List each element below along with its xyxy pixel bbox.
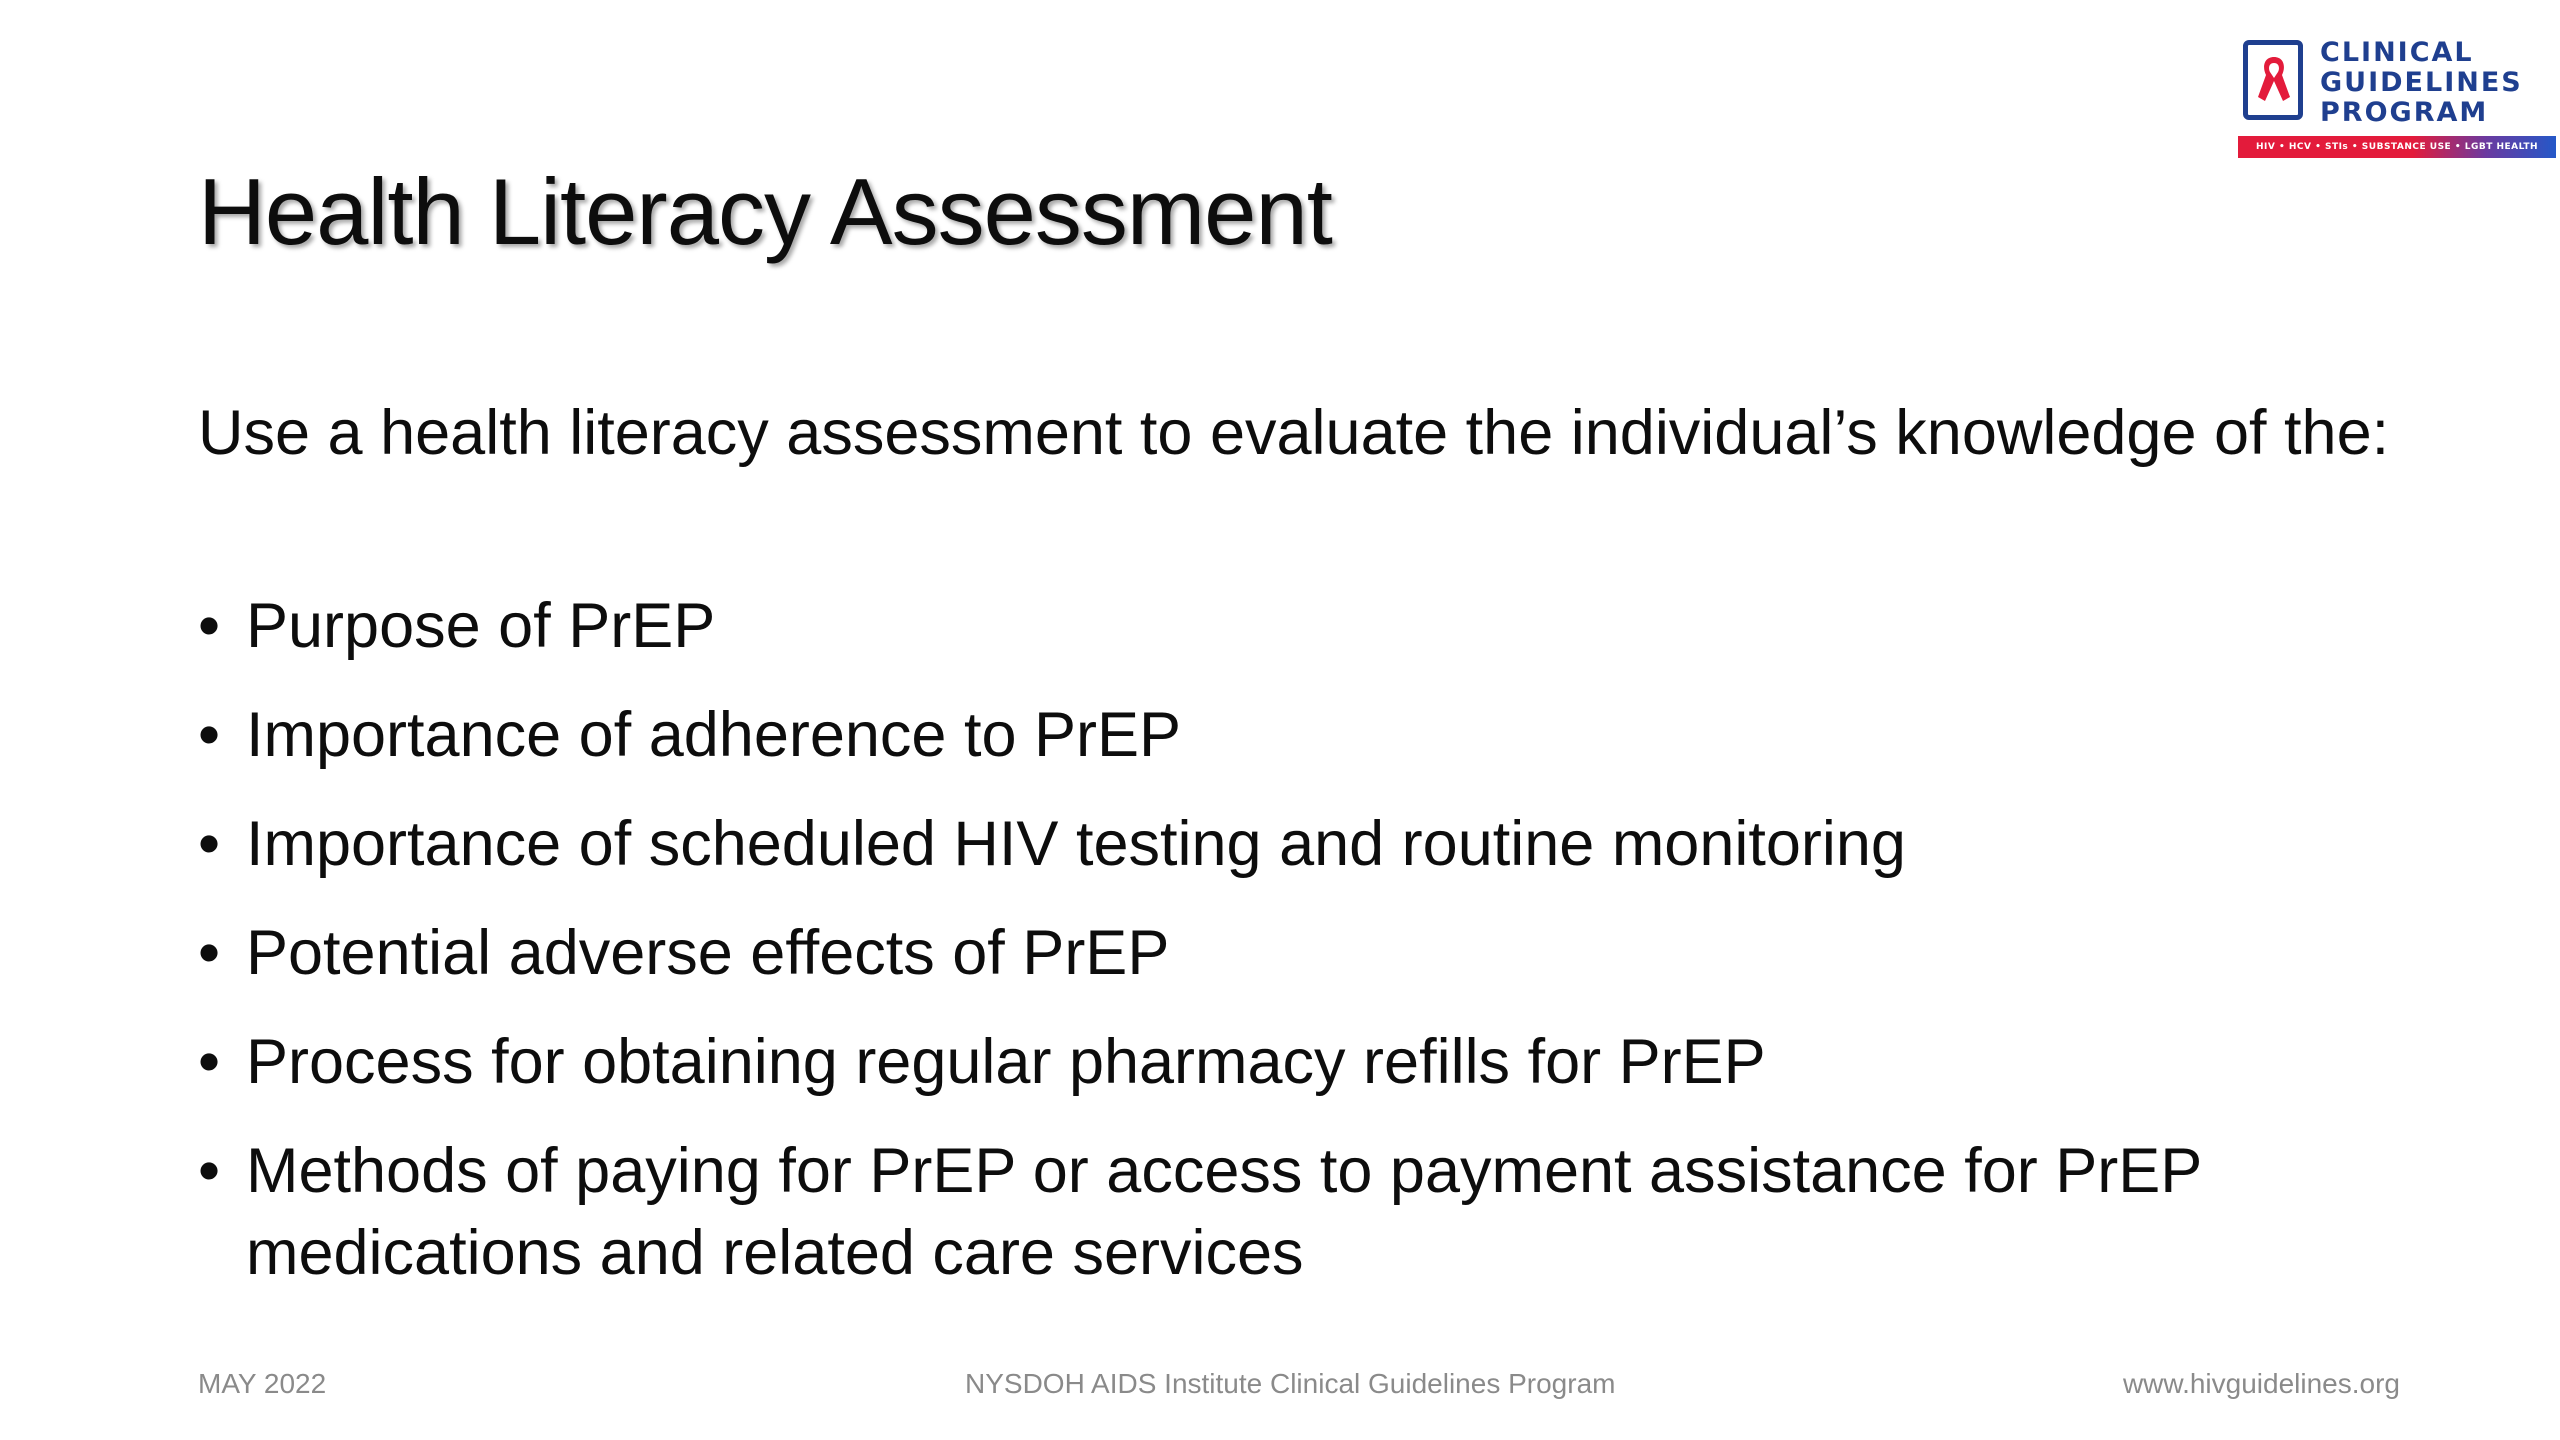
intro-text: Use a health literacy assessment to evaluate the individual’s knowledge of the: [198,398,2390,468]
red-ribbon-icon [2254,53,2294,111]
bullet-list [198,585,2448,1321]
bullet-text: Importance of scheduled HIV testing and routine monitoring [246,809,1906,879]
bullet-item [198,912,2448,994]
bullet-item [198,1130,2448,1294]
footer-program: NYSDOH AIDS Institute Clinical Guidelines Program [965,1368,1616,1399]
bullet-text: Methods of paying for PrEP or access to payment assistance for PrEP medications and related care services [246,1136,2202,1288]
bullet-dot-icon: • [198,591,221,661]
bullet-item [198,1021,2448,1103]
clinical-guidelines-logo [2238,38,2556,160]
logo-wordmark [2320,38,2556,128]
bullet-dot-icon: • [198,1027,221,1097]
logo-line-3: PROGRAM [2320,97,2489,128]
bullet-text: Purpose of PrEP [246,591,716,661]
bullet-item [198,694,2448,776]
footer-date: MAY 2022 [198,1368,327,1399]
bullet-dot-icon: • [198,809,221,879]
bullet-dot-icon: • [198,700,221,770]
bullet-dot-icon: • [198,1136,221,1206]
logo-line-1: CLINICAL [2320,37,2474,68]
logo-emblem [2243,40,2303,120]
slide-title: Health Literacy Assessment [198,159,1332,264]
bullet-text: Importance of adherence to PrEP [246,700,1182,770]
logo-line-2: GUIDELINES [2320,67,2523,98]
bullet-text: Potential adverse effects of PrEP [246,918,1170,988]
bullet-item [198,803,2448,885]
bullet-item [198,585,2448,667]
bullet-dot-icon: • [198,918,221,988]
bullet-text: Process for obtaining regular pharmacy refills for PrEP [246,1027,1766,1097]
footer-url: www.hivguidelines.org [2122,1368,2400,1399]
logo-tagline-bar: HIV • HCV • STIs • SUBSTANCE USE • LGBT HEALTH [2238,136,2556,158]
